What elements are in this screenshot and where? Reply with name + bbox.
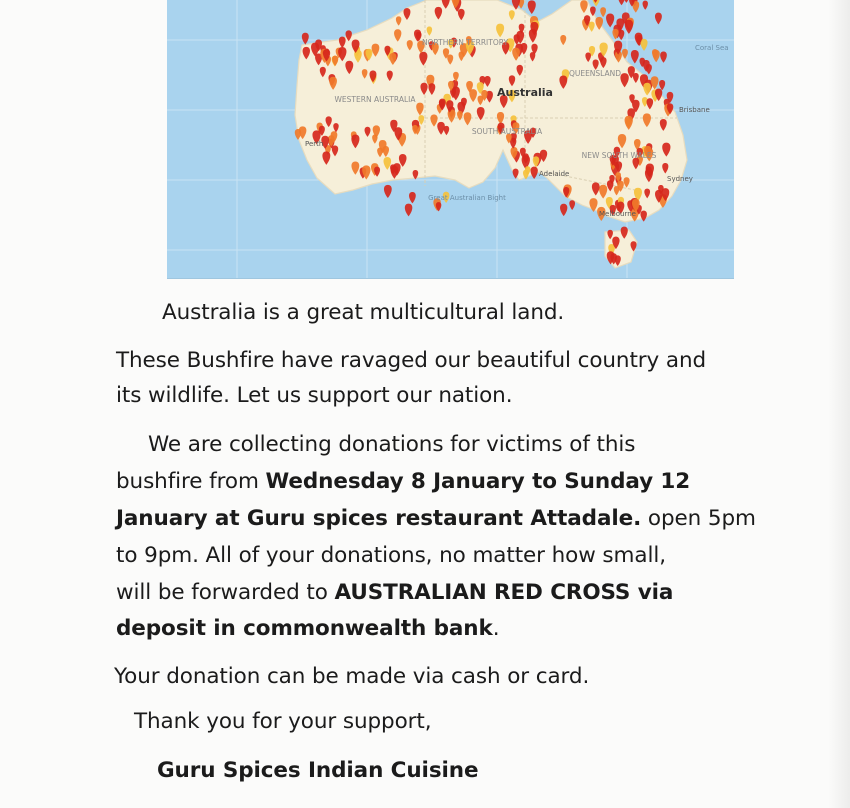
red-cross-text: AUSTRALIAN RED CROSS via xyxy=(334,580,674,605)
paragraph-cash-or-card: Your donation can be made via cash or card. xyxy=(114,664,590,689)
bushfire-map xyxy=(167,0,734,279)
paragraph-multicultural: Australia is a great multicultural land. xyxy=(162,300,565,325)
label-south-australia: SOUTH AUSTRALIA xyxy=(471,127,543,136)
page-edge-shadow xyxy=(828,0,850,808)
label-melbourne: Melbourne xyxy=(599,210,636,218)
bushfire-map-svg xyxy=(167,0,734,278)
paragraph-collecting-line2 xyxy=(116,465,690,499)
paragraph-collecting-line4: to 9pm. All of your donations, no matter how small, xyxy=(116,543,666,568)
label-australia: Australia xyxy=(497,86,553,99)
label-sydney: Sydney xyxy=(667,175,693,183)
paragraph-bushfire-line1: These Bushfire have ravaged our beautiful country and xyxy=(116,348,707,373)
label-perth: Perth xyxy=(305,140,324,148)
label-queensland: QUEENSLAND xyxy=(568,69,622,78)
paragraph-thank-you: Thank you for your support, xyxy=(134,709,432,734)
forwarded-text: will be forwarded to xyxy=(116,580,335,605)
label-new-south-wales: NEW SOUTH WALES xyxy=(581,151,657,160)
collecting-hours-start: open 5pm xyxy=(641,506,756,531)
paragraph-collecting-line1: We are collecting donations for victims of this xyxy=(148,432,636,457)
label-adelaide: Adelaide xyxy=(539,170,570,178)
label-coral-sea: Coral Sea xyxy=(695,44,729,52)
bank-deposit-period: . xyxy=(492,616,500,641)
collecting-text: bushfire from xyxy=(116,469,266,494)
paragraph-collecting-line3 xyxy=(116,502,756,536)
paragraph-collecting-line6 xyxy=(116,612,499,646)
paragraph-collecting-line5 xyxy=(116,576,673,610)
bank-deposit-text: deposit in commonwealth bank xyxy=(116,616,493,641)
paragraph-bushfire-line2: its wildlife. Let us support our nation. xyxy=(116,383,513,408)
label-brisbane: Brisbane xyxy=(679,106,710,114)
label-western-australia: WESTERN AUSTRALIA xyxy=(334,95,416,104)
label-northern-territory: NORTHERN TERRITORY xyxy=(421,38,509,47)
signature-restaurant-name: Guru Spices Indian Cuisine xyxy=(157,758,479,783)
collecting-dates: Wednesday 8 January to Sunday 12 xyxy=(265,469,691,494)
collecting-location: January at Guru spices restaurant Attadale. xyxy=(116,506,642,531)
label-great-australian-bight: Great Australian Bight xyxy=(428,194,506,202)
